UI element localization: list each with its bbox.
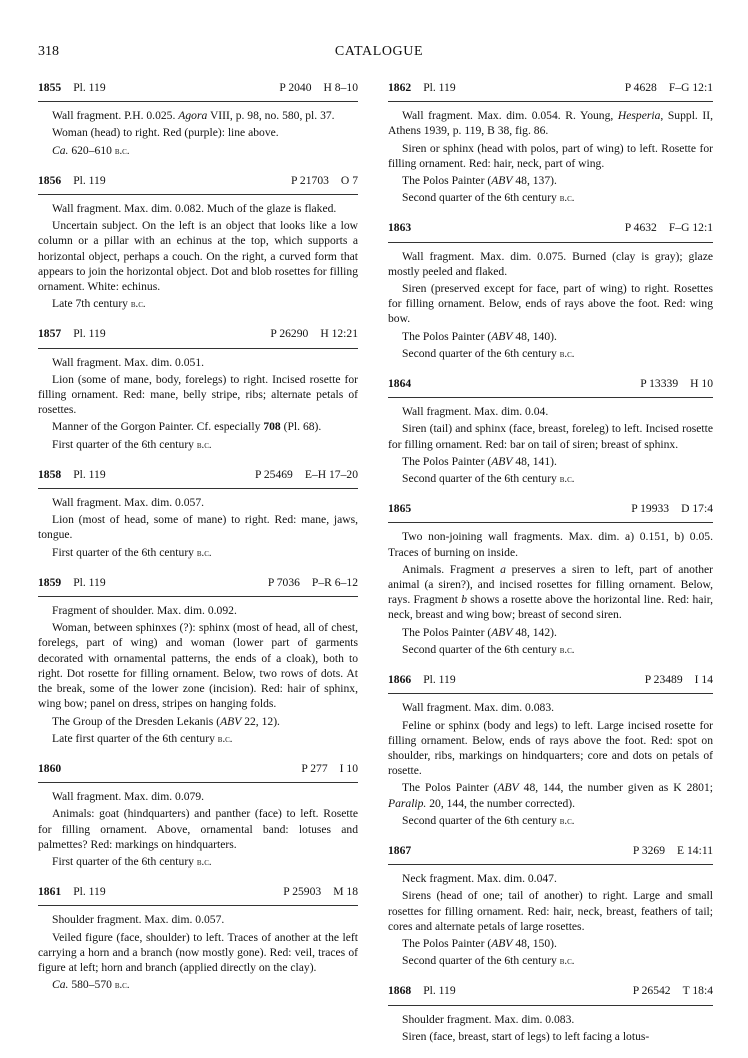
findspot-grid: D 17:4	[681, 502, 713, 516]
entry-paragraph: The Polos Painter (ABV 48, 150).	[402, 936, 557, 950]
catalogue-entry	[38, 173, 358, 313]
plate-reference: Pl. 119	[73, 885, 106, 899]
entry-rule	[388, 397, 713, 398]
entry-rule	[38, 596, 358, 597]
entry-rule	[388, 101, 713, 102]
entry-paragraph: The Polos Painter (ABV 48, 140).	[402, 329, 557, 343]
catalogue-entry	[388, 80, 713, 206]
entry-heading	[388, 220, 713, 235]
entry-paragraph: Animals. Fragment a preserves a siren to left, part of another animal (a siren?), and incised rosettes for filling ornament. Below, rays. Fragment b shows a rosette above the horizontal line. Red: hair, neck, breast and wing bow; breast of second siren.	[388, 562, 713, 622]
entry-rule	[388, 864, 713, 865]
entry-rule	[388, 522, 713, 523]
entry-number: 1865	[388, 502, 412, 516]
entry-heading	[38, 884, 358, 899]
catalogue-entry	[38, 326, 358, 452]
entry-heading	[38, 173, 358, 188]
entry-paragraph: Neck fragment. Max. dim. 0.047.	[402, 872, 557, 886]
entry-number: 1856	[38, 173, 62, 187]
entry-paragraph: Wall fragment. Max. dim. 0.04.	[402, 405, 549, 419]
entry-number: 1855	[38, 81, 62, 94]
catalogue-entry	[388, 501, 713, 658]
inventory-number: P 19933	[631, 502, 670, 516]
plate-reference: Pl. 119	[423, 673, 456, 687]
plate-reference: Pl. 119	[73, 173, 106, 187]
entry-heading	[388, 672, 713, 687]
entry-paragraph: Sirens (head of one; tail of another) to right. Large and small rosettes for filling ornament. Red: hair, neck, breast, feathers of tail; cores and alternate petals of large rosettes.	[388, 889, 713, 933]
entry-paragraph: Manner of the Gorgon Painter. Cf. especially 708 (Pl. 68).	[52, 420, 322, 434]
entry-paragraph: Uncertain subject. On the left is an object that looks like a low column or a pillar with an echinus at the top, which supports a horizontal object, perhaps a couch. On the right, a curved form that appears to join the horizontal object. Dot and blob rosettes for filling ornament. White: echinus.	[38, 219, 358, 294]
entry-paragraph: Two non-joining wall fragments. Max. dim. a) 0.151, b) 0.05. Traces of burning on inside.	[388, 530, 713, 559]
catalogue-entry	[388, 843, 713, 969]
findspot-grid: H 12:21	[320, 327, 358, 341]
entry-paragraph: Ca. 620–610 b.c.	[52, 143, 130, 157]
entry-heading	[388, 843, 713, 858]
entry-paragraph: Wall fragment. Max. dim. 0.057.	[52, 496, 205, 510]
catalogue-entry	[38, 80, 358, 159]
entry-heading	[38, 80, 358, 95]
findspot-grid: F–G 12:1	[668, 221, 713, 235]
entry-paragraph: Woman, between sphinxes (?): sphinx (most of head, all of chest, forelegs, part of wing) and woman (lower part of garments decorated with ornamental patterns, the ends of a cloak), both to right. Dot rosette for filling ornament. Below, two rows of dots. At the break, some of the lower zone (incision). Red: hair of sphinx, wing bow; panel on dress, stripes on hanging folds.	[38, 621, 358, 711]
entry-number: 1857	[38, 327, 62, 341]
entry-number: 1864	[388, 377, 412, 391]
findspot-grid: E–H 17–20	[304, 467, 358, 481]
entry-number: 1862	[388, 81, 412, 94]
catalogue-entry	[38, 884, 358, 993]
findspot-grid: O 7	[340, 173, 358, 187]
findspot-grid: H 8–10	[323, 81, 358, 94]
entry-rule	[388, 1005, 713, 1006]
entry-rule	[38, 905, 358, 906]
entry-heading	[388, 80, 713, 95]
catalogue-entry	[388, 376, 713, 487]
entry-paragraph: Second quarter of the 6th century b.c.	[402, 346, 575, 360]
findspot-grid: M 18	[333, 885, 358, 899]
entry-paragraph: Second quarter of the 6th century b.c.	[402, 191, 575, 205]
inventory-number: P 25469	[254, 467, 293, 481]
entry-paragraph: The Polos Painter (ABV 48, 142).	[402, 625, 557, 639]
entry-rule	[38, 101, 358, 102]
entry-heading	[38, 575, 358, 590]
inventory-number: P 25903	[283, 885, 322, 899]
entry-rule	[38, 194, 358, 195]
entry-paragraph: Late 7th century b.c.	[52, 297, 146, 311]
entry-rule	[38, 782, 358, 783]
entry-paragraph: Second quarter of the 6th century b.c.	[402, 954, 575, 968]
entry-paragraph: Second quarter of the 6th century b.c.	[402, 642, 575, 656]
entry-number: 1859	[38, 575, 62, 589]
entry-paragraph: First quarter of the 6th century b.c.	[52, 854, 212, 868]
entry-paragraph: Wall fragment. P.H. 0.025. Agora VIII, p. 98, no. 580, pl. 37.	[52, 109, 335, 123]
entry-paragraph: The Polos Painter (ABV 48, 137).	[402, 174, 557, 188]
entry-paragraph: Siren (tail) and sphinx (face, breast, foreleg) to left. Incised rosette for filling ornament. Red: bar on tail of siren; breast of sphinx.	[388, 422, 713, 451]
inventory-number: P 3269	[632, 843, 666, 857]
findspot-grid: E 14:11	[677, 843, 713, 857]
entry-heading	[38, 467, 358, 482]
inventory-number: P 13339	[640, 377, 679, 391]
entry-paragraph: Shoulder fragment. Max. dim. 0.083.	[402, 1012, 575, 1026]
entry-rule	[38, 488, 358, 489]
plate-reference: Pl. 119	[73, 327, 106, 341]
entry-number: 1866	[388, 673, 412, 687]
entry-heading	[388, 501, 713, 516]
entry-number: 1858	[38, 467, 62, 481]
entry-paragraph: First quarter of the 6th century b.c.	[52, 545, 212, 559]
entry-paragraph: The Polos Painter (ABV 48, 144, the number given as K 2801; Paralip. 20, 144, the number corrected).	[388, 781, 713, 810]
entry-number: 1867	[388, 843, 412, 857]
catalogue-entry	[38, 761, 358, 870]
catalogue-entry	[388, 220, 713, 362]
inventory-number: P 4632	[624, 221, 657, 235]
page-header	[38, 44, 720, 62]
running-title: CATALOGUE	[334, 44, 424, 59]
entry-number: 1860	[38, 761, 62, 775]
entry-paragraph: Veiled figure (face, shoulder) to left. Traces of another at the left carrying a horn and a branch (now mostly gone). Red: veil, traces of figure at left; horn and branch (applied directly on the clay).	[38, 930, 358, 974]
entry-paragraph: Animals: goat (hindquarters) and panther (face) to left. Rosette for filling ornament. Above, ornamental band: lotuses and palmettes? Red: markings on hindquarters.	[38, 807, 358, 851]
entry-number: 1861	[38, 885, 62, 899]
findspot-grid: T 18:4	[682, 984, 713, 998]
entry-paragraph: The Group of the Dresden Lekanis (ABV 22, 12).	[52, 714, 280, 728]
entry-paragraph: Wall fragment. Max. dim. 0.083.	[402, 701, 555, 715]
entry-rule	[388, 242, 713, 243]
entry-paragraph: Woman (head) to right. Red (purple): line above.	[52, 126, 279, 140]
catalogue-entry	[388, 983, 713, 1044]
inventory-number: P 4628	[624, 81, 657, 94]
entry-paragraph: Wall fragment. Max. dim. 0.079.	[52, 790, 205, 804]
entry-heading	[38, 326, 358, 341]
right-column	[388, 80, 713, 1058]
inventory-number: P 26290	[270, 327, 309, 341]
entry-paragraph: First quarter of the 6th century b.c.	[52, 437, 212, 451]
entry-rule	[388, 693, 713, 694]
entry-paragraph: Wall fragment. Max. dim. 0.054. R. Young, Hesperia, Suppl. II, Athens 1939, p. 119, B 38, fig. 86.	[388, 109, 713, 138]
entry-number: 1863	[388, 221, 412, 235]
entry-paragraph: Wall fragment. Max. dim. 0.051.	[52, 355, 205, 369]
catalogue-entry	[38, 575, 358, 747]
page-number: 318	[38, 44, 59, 59]
entry-paragraph: Lion (most of head, some of mane) to right. Red: mane, jaws, tongue.	[38, 513, 358, 542]
findspot-grid: H 10	[690, 377, 713, 391]
entry-paragraph: The Polos Painter (ABV 48, 141).	[402, 454, 557, 468]
entry-rule	[38, 348, 358, 349]
entry-heading	[388, 376, 713, 391]
entry-paragraph: Second quarter of the 6th century b.c.	[402, 472, 575, 486]
plate-reference: Pl. 119	[423, 984, 456, 998]
entry-paragraph: Fragment of shoulder. Max. dim. 0.092.	[52, 604, 237, 618]
entry-paragraph: Feline or sphinx (body and legs) to left. Large incised rosette for filling ornament. Below, ends of rays above the foot. Red: spot on shoulder, ribs, markings on hindquarters; core and dots on petals of rosette.	[388, 718, 713, 778]
findspot-grid: F–G 12:1	[668, 81, 713, 94]
entry-paragraph: Siren (preserved except for face, part of wing) to right. Rosettes for filling ornament. Below, ends of rays above the foot. Red: wing bow.	[388, 282, 713, 326]
catalogue-entry	[38, 467, 358, 561]
catalogue-entry	[388, 672, 713, 829]
inventory-number: P 21703	[291, 173, 329, 187]
findspot-grid: I 14	[694, 673, 713, 687]
entry-paragraph: Wall fragment. Max. dim. 0.082. Much of the glaze is flaked.	[52, 202, 337, 216]
entry-heading	[38, 761, 358, 776]
plate-reference: Pl. 119	[73, 575, 106, 589]
left-column	[38, 80, 358, 1007]
plate-reference: Pl. 119	[73, 467, 106, 481]
entry-paragraph: Siren or sphinx (head with polos, part of wing) to left. Rosette for filling ornament. Red: hair, neck, part of wing.	[388, 141, 713, 170]
entry-heading	[388, 983, 713, 998]
entry-paragraph: Wall fragment. Max. dim. 0.075. Burned (clay is gray); glaze mostly peeled and flaked.	[388, 249, 713, 278]
entry-paragraph: Lion (some of mane, body, forelegs) to right. Incised rosette for filling ornament. Red: mane, belly stripe, ribs; alternate petals of rosettes.	[38, 372, 358, 417]
entry-paragraph: Siren (face, breast, start of legs) to left facing a lotus-	[402, 1029, 650, 1043]
findspot-grid: P–R 6–12	[311, 575, 358, 589]
inventory-number: P 7036	[267, 575, 300, 589]
entry-paragraph: Ca. 580–570 b.c.	[52, 978, 130, 992]
entry-paragraph: Second quarter of the 6th century b.c.	[402, 813, 575, 827]
inventory-number: P 26542	[632, 984, 671, 998]
plate-reference: Pl. 119	[73, 81, 106, 94]
inventory-number: P 277	[301, 761, 328, 775]
entry-paragraph: Late first quarter of the 6th century b.c.	[52, 731, 233, 745]
plate-reference: Pl. 119	[423, 81, 456, 94]
inventory-number: P 23489	[644, 673, 683, 687]
findspot-grid: I 10	[339, 761, 358, 775]
inventory-number: P 2040	[279, 81, 312, 94]
entry-number: 1868	[388, 984, 412, 998]
entry-paragraph: Shoulder fragment. Max. dim. 0.057.	[52, 913, 225, 927]
